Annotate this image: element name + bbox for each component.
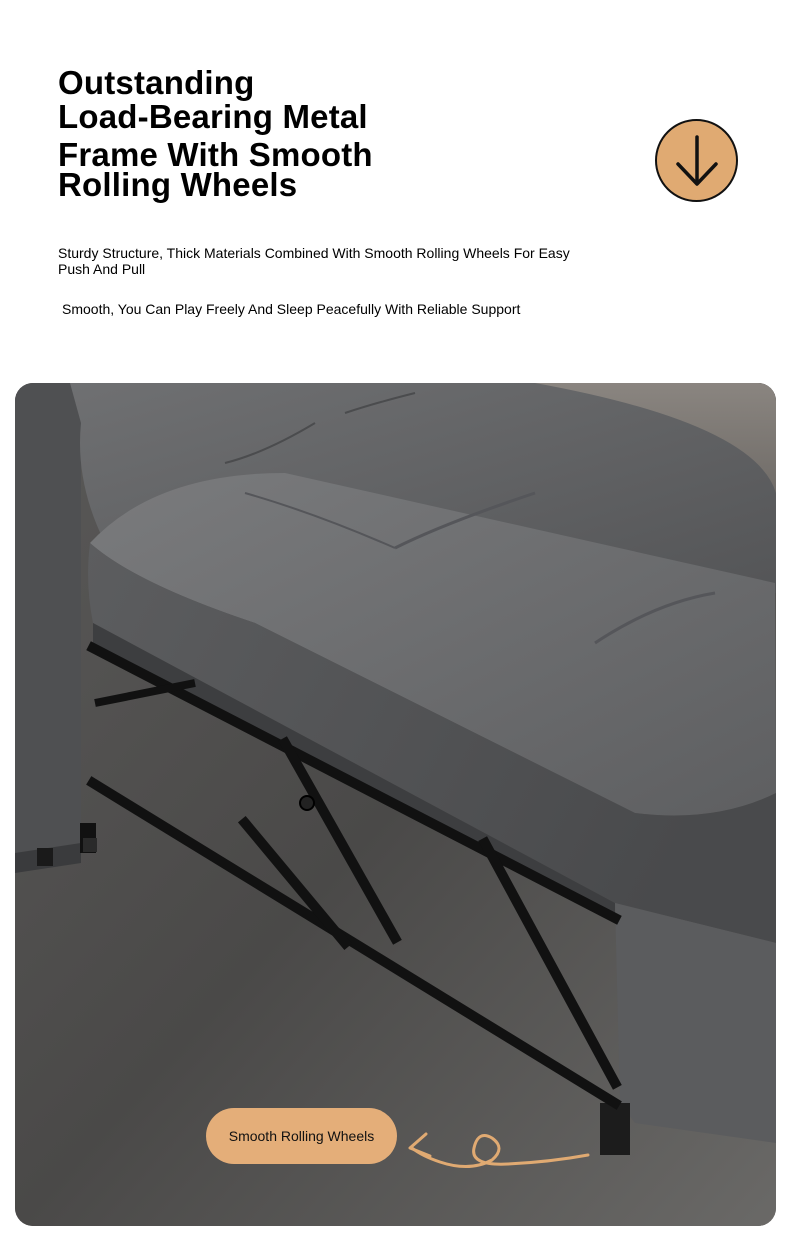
- headline-line-3: Frame With Smooth: [58, 136, 373, 173]
- headline-line-4: Rolling Wheels: [58, 166, 298, 203]
- headline-line-2: Load-Bearing Metal: [58, 98, 368, 135]
- product-image: [15, 383, 776, 1226]
- curved-arrow-icon: [400, 1120, 595, 1180]
- sofa-bed-illustration: [15, 383, 776, 1226]
- arrow-down-icon: [672, 131, 722, 191]
- headline-line-1: Outstanding: [58, 64, 255, 101]
- callout-badge: Smooth Rolling Wheels: [206, 1108, 397, 1164]
- scroll-down-button[interactable]: [655, 119, 738, 202]
- headline: [58, 66, 478, 202]
- subtitle-secondary: Smooth, You Can Play Freely And Sleep Peacefully With Reliable Support: [62, 301, 521, 317]
- subtitle: Sturdy Structure, Thick Materials Combined With Smooth Rolling Wheels For Easy Push And Pull: [58, 245, 570, 277]
